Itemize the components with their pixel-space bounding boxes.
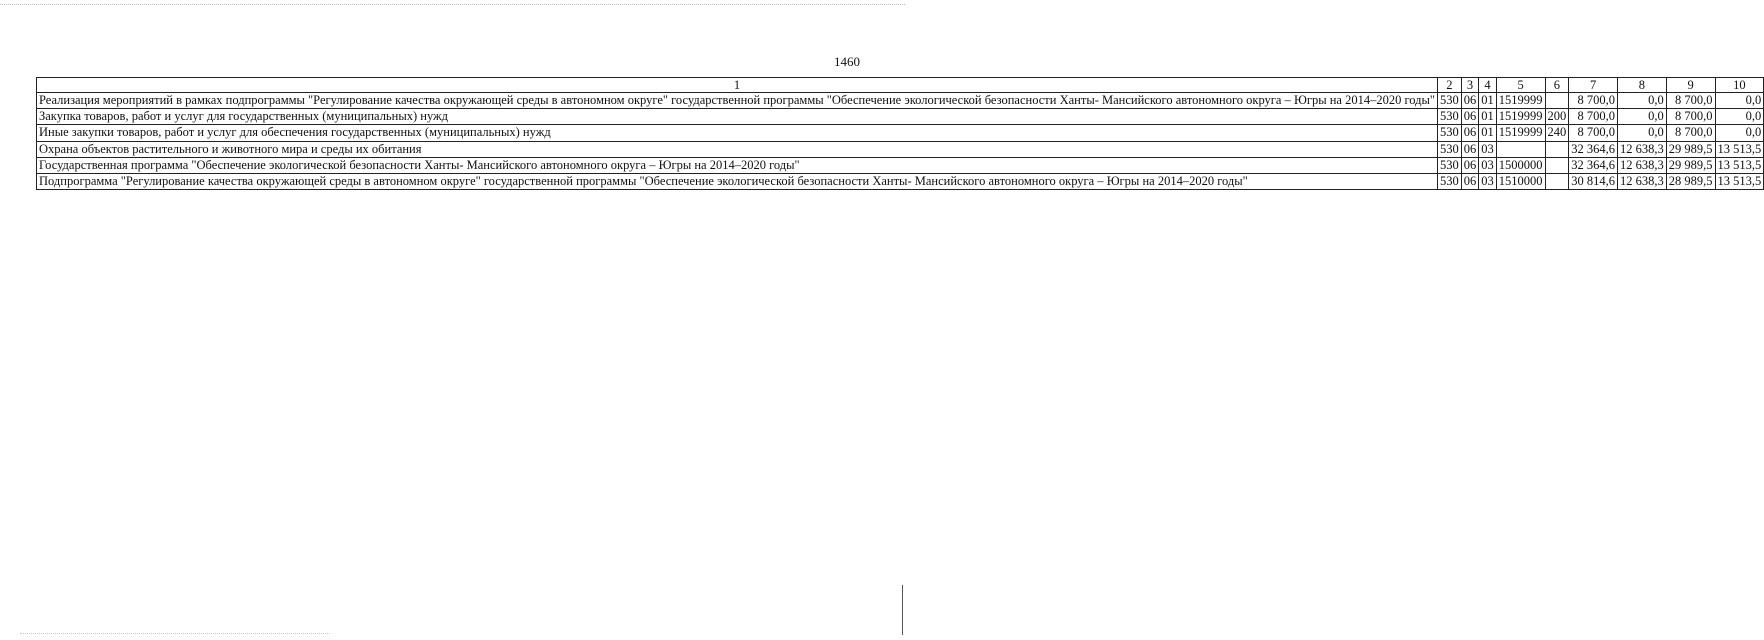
code-cell: 03 [1479,157,1497,173]
column-header: 2 [1438,78,1462,93]
amount-cell: 32 364,6 [1569,141,1618,157]
column-header: 5 [1496,78,1545,93]
scan-artifact-bottom [20,633,330,635]
code-cell: 530 [1438,93,1462,109]
code-cell: 06 [1461,141,1479,157]
amount-cell: 0,0 [1715,109,1764,125]
amount-cell: 8 700,0 [1666,93,1715,109]
amount-cell: 0,0 [1618,109,1667,125]
amount-cell: 0,0 [1618,125,1667,141]
column-header: 8 [1618,78,1667,93]
page-number: 1460 [834,54,860,69]
code-cell: 530 [1438,109,1462,125]
column-header: 1 [37,78,1438,93]
code-cell: 03 [1479,174,1497,190]
code-cell: 1510000 [1496,174,1545,190]
amount-cell: 28 989,5 [1666,174,1715,190]
code-cell: 01 [1479,125,1497,141]
row-name-cell: Подпрограмма "Регулирование качества окружающей среды в автономном округе" государственной программы "Обеспечение экологической безопасности Ханты- Мансийского автономного округа – Югры на 2014–2020 годы" [37,174,1438,190]
amount-cell: 12 638,3 [1618,174,1667,190]
scan-artifact-right [902,585,903,635]
amount-cell: 8 700,0 [1569,93,1618,109]
amount-cell: 0,0 [1715,125,1764,141]
row-name-cell: Охрана объектов растительного и животного мира и среды их обитания [37,141,1438,157]
table-row [37,141,1764,157]
code-cell: 530 [1438,125,1462,141]
row-name-cell: Иные закупки товаров, работ и услуг для обеспечения государственных (муниципальных) нужд [37,125,1438,141]
code-cell: 03 [1479,141,1497,157]
code-cell: 06 [1461,93,1479,109]
scan-artifact-top [0,4,905,11]
code-cell: 1519999 [1496,109,1545,125]
code-cell [1545,141,1569,157]
amount-cell: 0,0 [1715,93,1764,109]
row-name-cell: Государственная программа "Обеспечение экологической безопасности Ханты- Мансийского автономного округа – Югры на 2014–2020 годы" [37,157,1438,173]
code-cell: 530 [1438,174,1462,190]
code-cell: 06 [1461,157,1479,173]
amount-cell: 32 364,6 [1569,157,1618,173]
code-cell: 530 [1438,157,1462,173]
table-row [37,174,1764,190]
code-cell: 240 [1545,125,1569,141]
amount-cell: 8 700,0 [1569,125,1618,141]
code-cell: 1519999 [1496,93,1545,109]
code-cell: 06 [1461,174,1479,190]
code-cell [1545,157,1569,173]
code-cell: 01 [1479,109,1497,125]
amount-cell: 12 638,3 [1618,141,1667,157]
table-row [37,157,1764,173]
code-cell [1496,141,1545,157]
amount-cell: 12 638,3 [1618,157,1667,173]
code-cell: 01 [1479,93,1497,109]
column-header: 6 [1545,78,1569,93]
column-header: 9 [1666,78,1715,93]
column-header: 10 [1715,78,1764,93]
amount-cell: 0,0 [1618,93,1667,109]
code-cell: 1519999 [1496,125,1545,141]
code-cell: 530 [1438,141,1462,157]
column-header: 4 [1479,78,1497,93]
amount-cell: 8 700,0 [1666,109,1715,125]
column-header: 7 [1569,78,1618,93]
code-cell: 200 [1545,109,1569,125]
column-header: 3 [1461,78,1479,93]
amount-cell: 13 513,5 [1715,141,1764,157]
row-name-cell: Закупка товаров, работ и услуг для государственных (муниципальных) нужд [37,109,1438,125]
amount-cell: 13 513,5 [1715,174,1764,190]
code-cell [1545,174,1569,190]
table-row [37,93,1764,109]
code-cell [1545,93,1569,109]
code-cell: 06 [1461,125,1479,141]
amount-cell: 29 989,5 [1666,157,1715,173]
code-cell: 1500000 [1496,157,1545,173]
amount-cell: 30 814,6 [1569,174,1618,190]
amount-cell: 8 700,0 [1666,125,1715,141]
table-row [37,109,1764,125]
budget-table [36,77,1764,190]
amount-cell: 13 513,5 [1715,157,1764,173]
table-header-row [37,78,1764,93]
amount-cell: 29 989,5 [1666,141,1715,157]
amount-cell: 8 700,0 [1569,109,1618,125]
table-row [37,125,1764,141]
row-name-cell: Реализация мероприятий в рамках подпрограммы "Регулирование качества окружающей среды в автономном округе" государственной программы "Обеспечение экологической безопасности Ханты- Мансийского автономного округа – Югры на 2014–2020 годы" [37,93,1438,109]
code-cell: 06 [1461,109,1479,125]
